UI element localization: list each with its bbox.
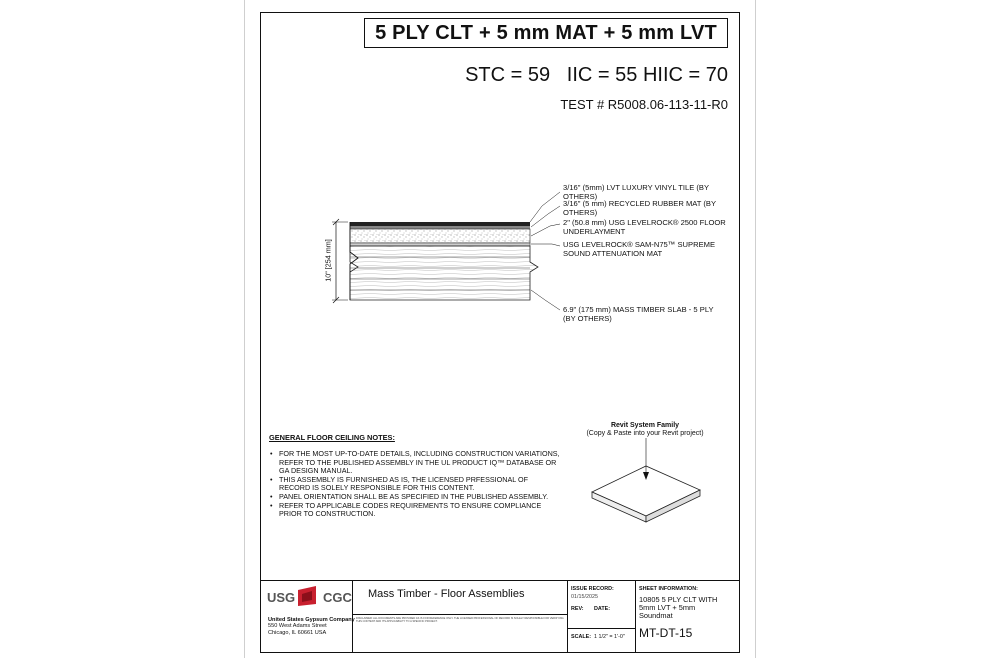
sheet-description: 10805 5 PLY CLT WITH 5mm LVT + 5mm Soundmat [639, 595, 718, 621]
notes-title: GENERAL FLOOR CEILING NOTES: [269, 433, 395, 442]
callout-rubber-mat: 3/16" (5 mm) RECYCLED RUBBER MAT (BY OTHERS) [563, 199, 717, 217]
revit-title: Revit System Family [610, 422, 680, 429]
issue-date: 01/15/2025 [571, 594, 598, 600]
callout-underlayment: 2" (50.8 mm) USG LEVELROCK® 2500 FLOOR UNDERLAYMENT [563, 218, 726, 236]
title-block-divider [567, 580, 568, 653]
note-item: • THIS ASSEMBLY IS FURNISHED AS IS, THE LICENSED PRFESSIONAL OF RECORD IS SOLELY RESPONSIBLE FOR THIS CONTENT. [270, 476, 560, 493]
note-item: • REFER TO APPLICABLE CODES REQUIREMENTS TO ENSURE COMPLIANCE PRIOR TO CONSTRUCTION. [270, 502, 560, 519]
title-block-divider [635, 580, 636, 653]
disclaimer: DISCLAIMER: ALL DOCUMENTS ARE PROVIDED AS IS FOR REFERENCE ONLY. THE LICENSED PROFESSIONAL OF RECORD IS SOLELY RESPONSIBLE FOR VERIFYING THIS CONTENT AND ITS APPLICABILITY TO A SPECIFIC PROJECT. [356, 617, 564, 624]
lvt-layer [350, 222, 530, 226]
callout-sound-mat: USG LEVELROCK® SAM-N75™ SUPREME SOUND ATTENUATION MAT [563, 240, 716, 258]
acoustic-ratings: STC = 59 IIC = 55 HIIC = 70 [465, 64, 728, 86]
callout-lvt: 3/16" (5mm) LVT LUXURY VINYL TILE (BY OTHERS) [563, 183, 710, 201]
underlayment-layer [350, 229, 530, 243]
sound-mat-layer [350, 243, 530, 246]
issue-record-label: ISSUE RECORD: [571, 586, 614, 592]
dimension-label: 10" [254 mm] [323, 239, 333, 282]
drawing-title: Mass Timber - Floor Assemblies [368, 588, 525, 600]
cgc-logo: CGC [323, 590, 352, 605]
rev-label: REV: [571, 606, 584, 612]
clt-slab [350, 246, 538, 300]
title-block-top-rule [260, 580, 740, 581]
title-block-divider [567, 628, 635, 629]
notes-list [270, 450, 560, 519]
usg-logo: USG [267, 590, 296, 605]
note-item: • FOR THE MOST UP-TO-DATE DETAILS, INCLUDING CONSTRUCTION VARIATIONS, REFER TO THE PUBLISHED ASSEMBLY IN THE UL PRODUCT IQ™ DATABASE OR GA DESIGN MANUAL. [270, 450, 560, 476]
scale-value: 1 1/2" = 1'-0" [594, 634, 625, 640]
revit-subtitle: (Copy & Paste into your Revit project) [586, 430, 704, 437]
company-address: United States Gypsum Company 550 West Adams Street Chicago, IL 60661 USA [268, 617, 355, 636]
rubber-mat-layer [350, 226, 530, 229]
sheet-number: MT-DT-15 [639, 626, 693, 640]
sheet-info-label: SHEET INFORMATION: [639, 586, 698, 592]
title-block-divider [352, 614, 567, 615]
note-item: • PANEL ORIENTATION SHALL BE AS SPECIFIED IN THE PUBLISHED ASSEMBLY. [270, 493, 560, 502]
scale-label: SCALE: [571, 634, 592, 640]
callout-clt-slab: 6.9" (175 mm) MASS TIMBER SLAB - 5 PLY (BY OTHERS) [563, 305, 714, 323]
assembly-title: 5 PLY CLT + 5 mm MAT + 5 mm LVT [364, 18, 728, 48]
date-label: DATE: [594, 606, 611, 612]
test-number: TEST # R5008.06-113-11-R0 [560, 97, 728, 112]
